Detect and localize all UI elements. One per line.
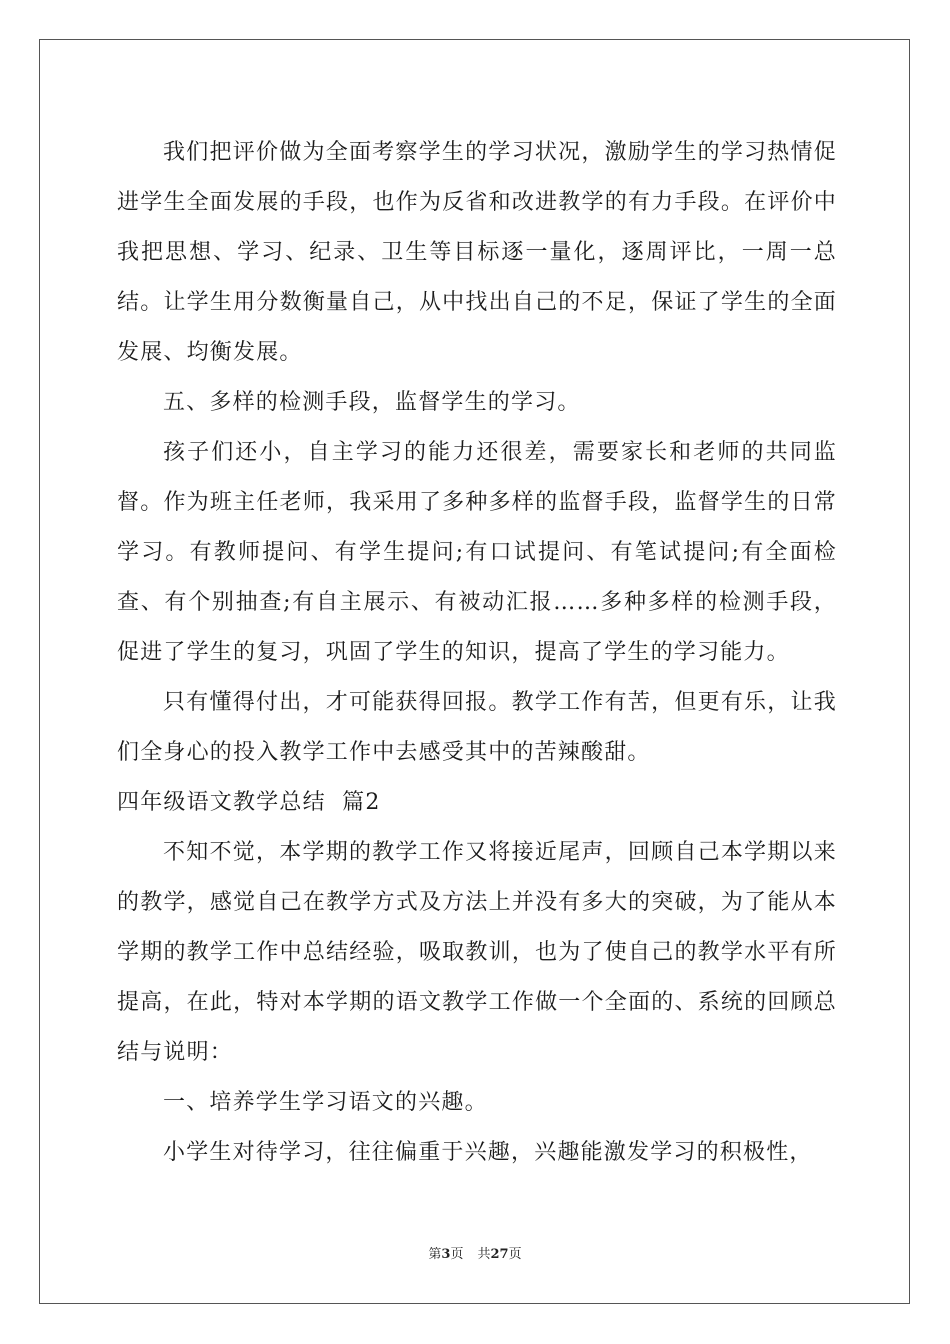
article-title: 四年级语文教学总结 篇2 xyxy=(117,790,381,815)
document-body xyxy=(117,128,837,1178)
total-suffix: 页 xyxy=(508,1247,522,1262)
paragraph-closing: 只有懂得付出，才可能获得回报。教学工作有苦，但更有乐，让我们全身心的投入教学工作中去感受其中的苦辣酸甜。 xyxy=(117,690,837,765)
paragraph-supervision: 孩子们还小，自主学习的能力还很差，需要家长和老师的共同监督。作为班主任老师，我采用了多种多样的监督手段，监督学生的日常学习。有教师提问、有学生提问;有口试提问、有笔试提问;有全面检查、有个别抽查;有自主展示、有被动汇报……多种多样的检测手段，促进了学生的复习，巩固了学生的知识，提高了学生的学习能力。 xyxy=(117,440,837,665)
page-footer xyxy=(0,1243,950,1262)
section-heading-one: 一、培养学生学习语文的兴趣。 xyxy=(163,1090,488,1115)
total-prefix: 共 xyxy=(477,1247,491,1262)
page-prefix: 第 xyxy=(428,1247,442,1262)
section-heading-five: 五、多样的检测手段，监督学生的学习。 xyxy=(163,390,581,415)
page-number: 3 xyxy=(441,1247,451,1262)
total-pages: 27 xyxy=(490,1247,509,1262)
page-suffix: 页 xyxy=(450,1247,464,1262)
paragraph-evaluation: 我们把评价做为全面考察学生的学习状况，激励学生的学习热情促进学生全面发展的手段，也作为反省和改进教学的有力手段。在评价中我把思想、学习、纪录、卫生等目标逐一量化，逐周评比，一周一总结。让学生用分数衡量自己，从中找出自己的不足，保证了学生的全面发展、均衡发展。 xyxy=(117,140,837,365)
paragraph-intro: 不知不觉，本学期的教学工作又将接近尾声，回顾自己本学期以来的教学，感觉自己在教学方式及方法上并没有多大的突破，为了能从本学期的教学工作中总结经验，吸取教训，也为了使自己的教学水平有所提高，在此，特对本学期的语文教学工作做一个全面的、系统的回顾总结与说明： xyxy=(117,840,837,1065)
paragraph-interest: 小学生对待学习，往往偏重于兴趣，兴趣能激发学习的积极性， xyxy=(163,1140,813,1165)
